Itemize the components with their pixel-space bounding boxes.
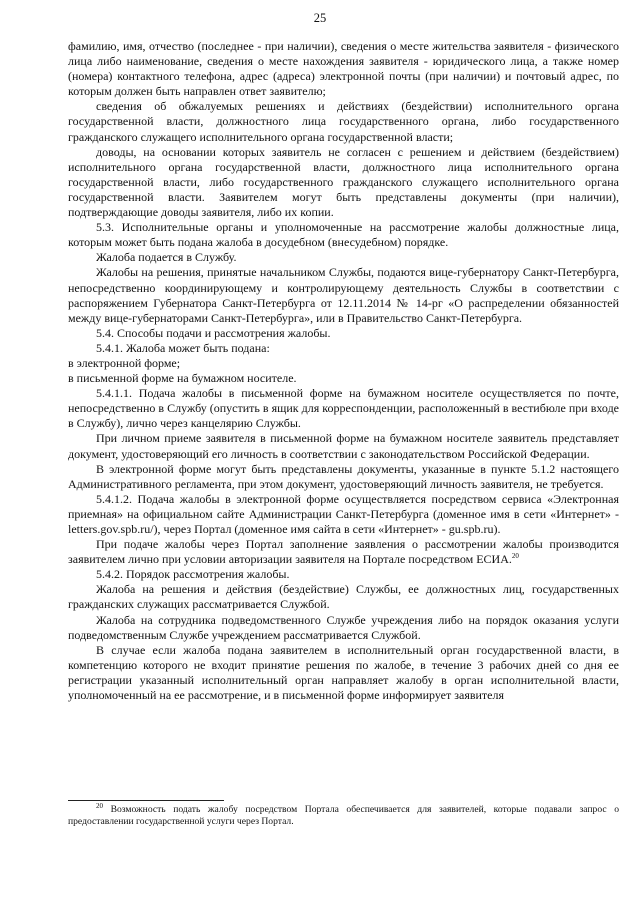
paragraph-section-5-4: 5.4. Способы подачи и рассмотрения жалобы.: [96, 325, 331, 340]
paragraph-section-5-3: 5.3. Исполнительные органы и уполномоченные на рассмотрение жалобы должностные лица, которым может быть подана жалоба в досудебном (внесудебном) порядке.: [68, 220, 619, 250]
paragraph-arguments: доводы, на основании которых заявитель не согласен с решением и действием (бездействием) исполнительного органа государственной власти, должностного лица исполнительного органа государственной власти, либо государственного гражданского служащего исполнительного органа государственной власти. Заявителем могут быть представлены документы (при наличии), подтверждающие доводы заявителя, либо их копии.: [68, 144, 619, 220]
paragraph-electronic-documents: В электронной форме могут быть представлены документы, указанные в пункте 5.1.2 настоящего Административного регламента, при этом документ, удостоверяющий личность заявителя, не требуется.: [68, 461, 619, 491]
footnote: [68, 801, 619, 828]
paragraph-redirect-complaint: В случае если жалоба подана заявителем в исполнительный орган государственной власти, в компетенцию которого не входит принятие решения по жалобе, в течение 3 рабочих дней со дня ее регистрации указанный исполнительный орган направляет жалобу в орган исполнительной власти, уполномоченный на ее рассмотрение, и в письменной форме информирует заявителя: [68, 642, 619, 703]
paragraph-paper-form: в письменной форме на бумажном носителе.: [68, 371, 297, 386]
page-number: 25: [313, 11, 327, 25]
paragraph-submitted-to-service: Жалоба подается в Службу.: [96, 250, 237, 265]
paragraph-electronic-form: в электронной форме;: [68, 355, 181, 370]
paragraph-complaint-institution: Жалоба на сотрудника подведомственного Службе учреждения либо на порядок оказания услуги подведомственным Службе учреждением рассматривается Службой.: [68, 612, 619, 642]
paragraph-personal-reception: При личном приеме заявителя в письменной форме на бумажном носителе заявитель представляет документ, удостоверяющий его личность в соответствии с законодательством Российской Федерации.: [68, 431, 619, 461]
paragraph-section-5-4-2: 5.4.2. Порядок рассмотрения жалобы.: [96, 567, 290, 582]
paragraph-portal-submission-text: При подаче жалобы через Портал заполнение заявления о рассмотрении жалобы производится заявителем лично при условии авторизации заявителя на Портале посредством ЕСИА.: [68, 537, 619, 567]
footnote-reference: 20: [511, 552, 519, 561]
footnote-number: 20: [96, 801, 103, 810]
footnote-text: Возможность подать жалобу посредством Портала обеспечивается для заявителей, которые подавали запрос о предоставлении государственной услуги через Портал.: [68, 804, 619, 827]
paragraph-applicant-details: фамилию, имя, отчество (последнее - при наличии), сведения о месте жительства заявителя - физического лица либо наименование, сведения о месте нахождения заявителя - юридического лица, а также номер (номера) контактного телефона, адрес (адреса) электронной почты (при наличии) и почтовый адрес, по которым должен быть направлен ответ заявителю;: [68, 39, 619, 99]
footnote-separator: [68, 800, 224, 801]
document-body: [68, 39, 619, 703]
paragraph-vice-governor: Жалобы на решения, принятые начальником Службы, подаются вице-губернатору Санкт-Петербурга, непосредственно координирующему и контролирующему деятельность Службы в соответствии с распоряжением Губернатора Санкт-Петербурга от 12.11.2014 № 14-рг «О распределении обязанностей между вице-губернаторами Санкт-Петербурга», или в Правительство Санкт-Петербурга.: [68, 265, 619, 325]
paragraph-appealed-decisions: сведения об обжалуемых решениях и действиях (бездействии) исполнительного органа государственной власти, должностного лица государственного органа, либо государственного гражданского служащего исполнительного органа государственной власти;: [68, 99, 619, 144]
paragraph-section-5-4-1: 5.4.1. Жалоба может быть подана:: [96, 340, 270, 355]
paragraph-section-5-4-1-1: 5.4.1.1. Подача жалобы в письменной форме на бумажном носителе осуществляется по почте, непосредственно в Службу (опустить в ящик для корреспонденции, расположенный в вестибюле при входе в Службу), лично через канцелярию Службы.: [68, 386, 619, 431]
paragraph-section-5-4-1-2: 5.4.1.2. Подача жалобы в электронной форме осуществляется посредством сервиса «Электронная приемная» на официальном сайте Администрации Санкт-Петербурга (доменное имя в сети «Интернет» - letters.gov.spb.ru/), через Портал (доменное имя сайта в сети «Интернет» - gu.spb.ru).: [68, 491, 619, 536]
paragraph-portal-submission: [68, 537, 619, 567]
paragraph-complaint-service: Жалоба на решения и действия (бездействие) Службы, ее должностных лиц, государственных гражданских служащих рассматривается Службой.: [68, 582, 619, 612]
